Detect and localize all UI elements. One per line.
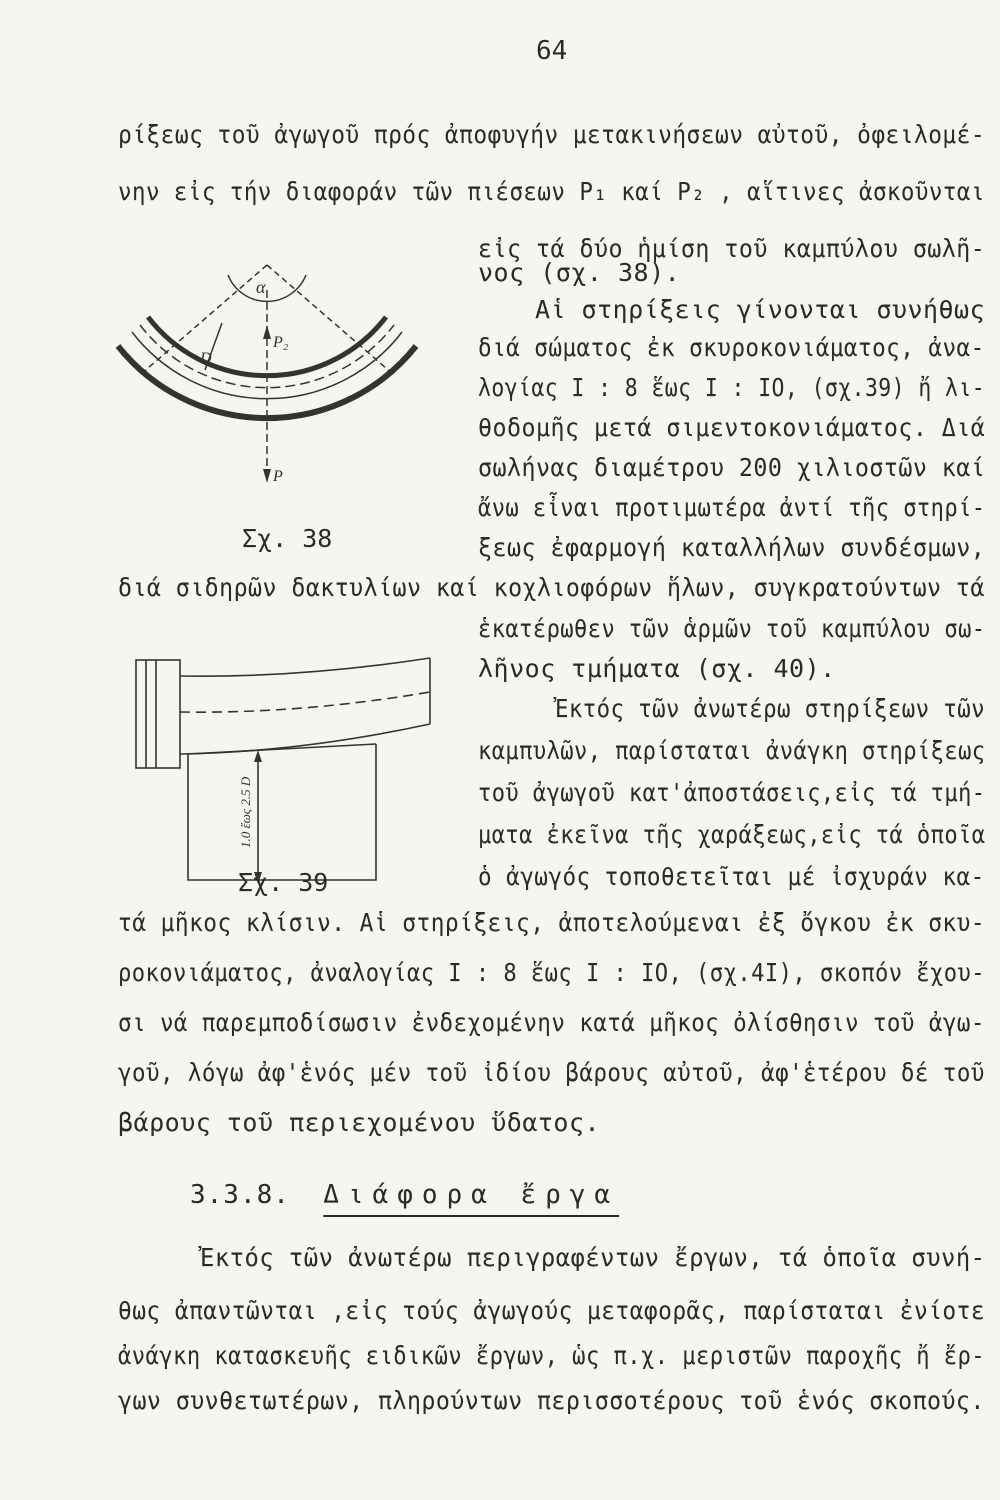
d-label: D (200, 350, 212, 367)
body-line: Ἐκτός τῶν ἀνωτέρω στηρίξεων τῶν (555, 694, 986, 723)
sector-edge-right (267, 265, 394, 375)
figure-38-drawing (110, 235, 430, 515)
body-line: βάρους τοῦ περιεχομένου ὕδατος. (118, 1108, 601, 1137)
pipe-coupling (136, 660, 180, 768)
figure-39-caption: Σχ. 39 (238, 868, 329, 897)
page-number: 64 (536, 36, 568, 66)
body-line: σι νά παρεμποδίσωσιν ἐνδεχομένην κατά μῆκος ὀλίσθησιν τοῦ ἀγω- (118, 1008, 985, 1037)
arrow-p2 (263, 325, 271, 339)
body-line: Αἱ στηρίξεις γίνονται συνήθως (535, 295, 986, 324)
body-line: Ἐκτός τῶν ἀνωτέρω περιγραφέντων ἔργων, τά ὁποῖα συνή- (200, 1243, 986, 1272)
pipe-axis (180, 692, 430, 712)
body-line: τοῦ ἀγωγοῦ κατ'ἀποστάσεις,εἰς τά τμή- (478, 778, 986, 807)
section-number: 3.3.8. (190, 1180, 290, 1210)
body-line: λῆνος τμήματα (σχ. 40). (478, 654, 836, 683)
body-line: ἀνάγκη κατασκευῆς ειδικῶν ἔργων, ὡς π.χ. μεριστῶν παροχῆς ἤ ἔρ- (118, 1341, 986, 1370)
dimension-label: 1.0 ἕως 2.5 D (238, 776, 253, 848)
body-line: ροκονιάματος, ἀναλογίας Ι : 8 ἕως Ι : ΙΟ, (σχ.4Ι), σκοπόν ἔχου- (118, 958, 986, 987)
body-line: εἰς τά δύο ἡμίση τοῦ καμπύλου σωλῆ- (478, 234, 986, 263)
body-line: ματα ἐκεῖνα τῆς χαράξεως,εἰς τά ὁποῖα (478, 820, 986, 849)
body-line: γοῦ, λόγω ἀφ'ἑνός μέν τοῦ ἰδίου βάρους αὐτοῦ, ἀφ'ἑτέρου δέ τοῦ (118, 1058, 985, 1087)
p2-label: P₂ (273, 334, 289, 351)
body-line: γων συνθετωτέρων, πληρούντων περισσοτέρους τοῦ ἑνός σκοπούς. (118, 1386, 985, 1415)
angle-label: α (256, 277, 266, 297)
body-line: διά σώματος ἐκ σκυροκονιάματος, ἀνα- (478, 333, 985, 362)
body-line: καμπυλῶν, παρίσταται ἀνάγκη στηρίξεως (478, 736, 986, 765)
body-line: ξεως ἐφαρμογή καταλλήλων συνδέσμων, (478, 533, 986, 562)
body-line: τά μῆκος κλίσιν. Αἱ στηρίξεις, ἀποτελούμεναι ἐξ ὄγκου ἐκ σκυ- (118, 908, 986, 937)
p-label: P (273, 468, 283, 485)
figure-38-caption: Σχ. 38 (242, 524, 333, 553)
body-line: λογίας Ι : 8 ἕως Ι : ΙΟ, (σχ.39) ἤ λι- (478, 373, 986, 402)
body-line: ρίξεως τοῦ ἀγωγοῦ πρός ἀποφυγήν μετακινήσεων αὐτοῦ, ὀφειλομέ- (118, 120, 986, 149)
body-line: νος (σχ. 38). (478, 258, 681, 287)
section-title: Διάφορα ἔργα (323, 1180, 620, 1210)
pipe-bottom-edge (180, 724, 430, 754)
support-block (188, 744, 376, 880)
body-line: ὁ ἀγωγός τοποθετεῖται μέ ἰσχυράν κα- (478, 862, 985, 891)
body-line: ἑκατέρωθεν τῶν ἁρμῶν τοῦ καμπύλου σω- (478, 614, 986, 643)
body-line: διά σιδηρῶν δακτυλίων καί κοχλιοφόρων ἥλων, συγκρατούντων τά (118, 573, 985, 602)
body-line: σωλήνας διαμέτρου 200 χιλιοστῶν καί (478, 453, 986, 482)
arrow-p (263, 469, 271, 483)
body-line: θως ἀπαντῶνται ,εἰς τούς ἀγωγούς μεταφορᾶς, παρίσταται ἐνίοτε (118, 1296, 986, 1325)
body-line: θοδομῆς μετά σιμεντοκονιάματος. Διά (478, 413, 986, 442)
pipe-top-edge (180, 658, 430, 676)
figure-39-drawing (130, 648, 450, 898)
section-heading (190, 1180, 619, 1210)
body-line: ἄνω εἶναι προτιμωτέρα ἀντί τῆς στηρί- (478, 493, 986, 522)
body-line: νην εἰς τήν διαφοράν τῶν πιέσεων P₁ καί P₂ , αἵτινες ἀσκοῦνται (118, 177, 985, 206)
